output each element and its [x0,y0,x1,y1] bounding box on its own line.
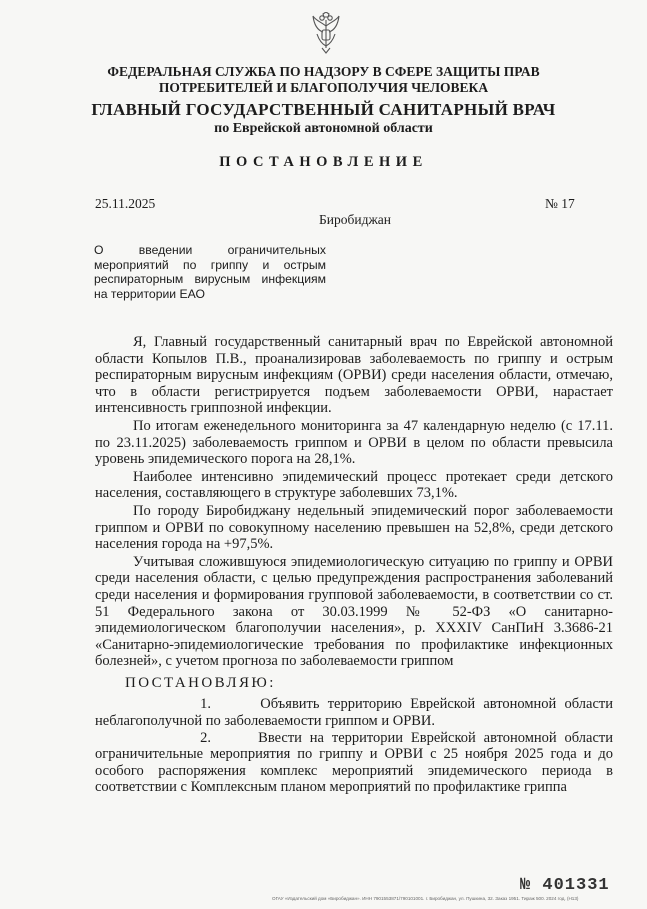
decree-item [95,696,613,729]
document-number: № 17 [545,196,575,211]
item-text: Объявить территорию Еврейской автономной области неблагополучной по заболеваемости гриппом и ОРВИ. [95,696,614,730]
paragraph: По итогам еженедельного мониторинга за 47 календарную неделю (с 17.11. по 23.11.2025) заболеваемость гриппом и ОРВИ в целом по области превысила уровень эпидемического порога на 28,1%. [95,417,613,468]
document-title: ПОСТАНОВЛЕНИЕ [219,154,428,170]
paragraph: Наиболее интенсивно эпидемический процесс протекает среди детского населения, составляющего в структуре заболевших 73,1%. [95,468,613,502]
item-number: 2. [200,729,211,746]
document-subject: О введении ограничительных мероприятий по гриппу и острым респираторным вирусным инфекциям на территории ЕАО [94,243,326,301]
paragraph: Учитывая сложившуюся эпидемиологическую ситуацию по гриппу и ОРВИ среди населения области, с целью предупреждения распространения заболеваний среди населения и формирования групповой заболеваемости, в соответствии со ст. 51 Федерального закона от 30.03.1999 № 52-ФЗ «О санитарно-эпидемиологическом благополучии населения», р. XXXIV СанПиН 3.3686-21 «Санитарно-эпидемиологические требования по профилактике инфекционных болезней», с учетом прогноза по заболеваемости гриппом [95,553,613,670]
item-text: Ввести на территории Еврейской автономной области ограничительные мероприятия по гриппу и ОРВИ с 25 ноября 2025 года и до особого распоряжения комплекс мероприятий эпидемического периода в соответствии с Комплексным планом мероприятий по профилактике гриппа [95,729,613,796]
agency-name [0,64,647,96]
paragraph: По городу Биробиджану недельный эпидемический порог заболеваемости гриппом и ОРВИ по совокупному населению превышен на 52,8%, среди детского населения города на +97,5%. [95,502,613,553]
coat-of-arms-icon [311,12,341,54]
document-body [95,334,613,796]
region-title: по Еврейской автономной области [214,121,433,136]
blank-serial-number: № 401331 [520,876,610,895]
agency-name-line1: ФЕДЕРАЛЬНАЯ СЛУЖБА ПО НАДЗОРУ В СФЕРЕ ЗАЩИТЫ ПРАВ [107,64,540,79]
paragraph: Я, Главный государственный санитарный врач по Еврейской автономной области Копылов П.В., проанализировав заболеваемость по гриппу и острым респираторным вирусным инфекциям (ОРВИ) среди населения области, отмечаю, что в области регистрируется подъем заболеваемости ОРВИ, нарастает интенсивность гриппозной инфекции. [95,334,613,417]
document-date: 25.11.2025 [95,196,156,211]
agency-name-line2: ПОТРЕБИТЕЛЕЙ И БЛАГОПОЛУЧИЯ ЧЕЛОВЕКА [158,80,489,95]
item-number: 1. [200,696,211,713]
document-city: Биробиджан [319,212,391,227]
official-title: ГЛАВНЫЙ ГОСУДАРСТВЕННЫЙ САНИТАРНЫЙ ВРАЧ [91,100,556,119]
decree-heading: ПОСТАНОВЛЯЮ: [125,674,276,691]
decree-item [95,730,613,796]
printer-footer: ОГАУ «Издательский дом «Биробиджан». ИНН 7901553871/790101001. г. Биробиджан, ул. Пушкина, 32. Заказ 1951. Тираж 500. 2024 год. (Н13) [272,896,579,901]
